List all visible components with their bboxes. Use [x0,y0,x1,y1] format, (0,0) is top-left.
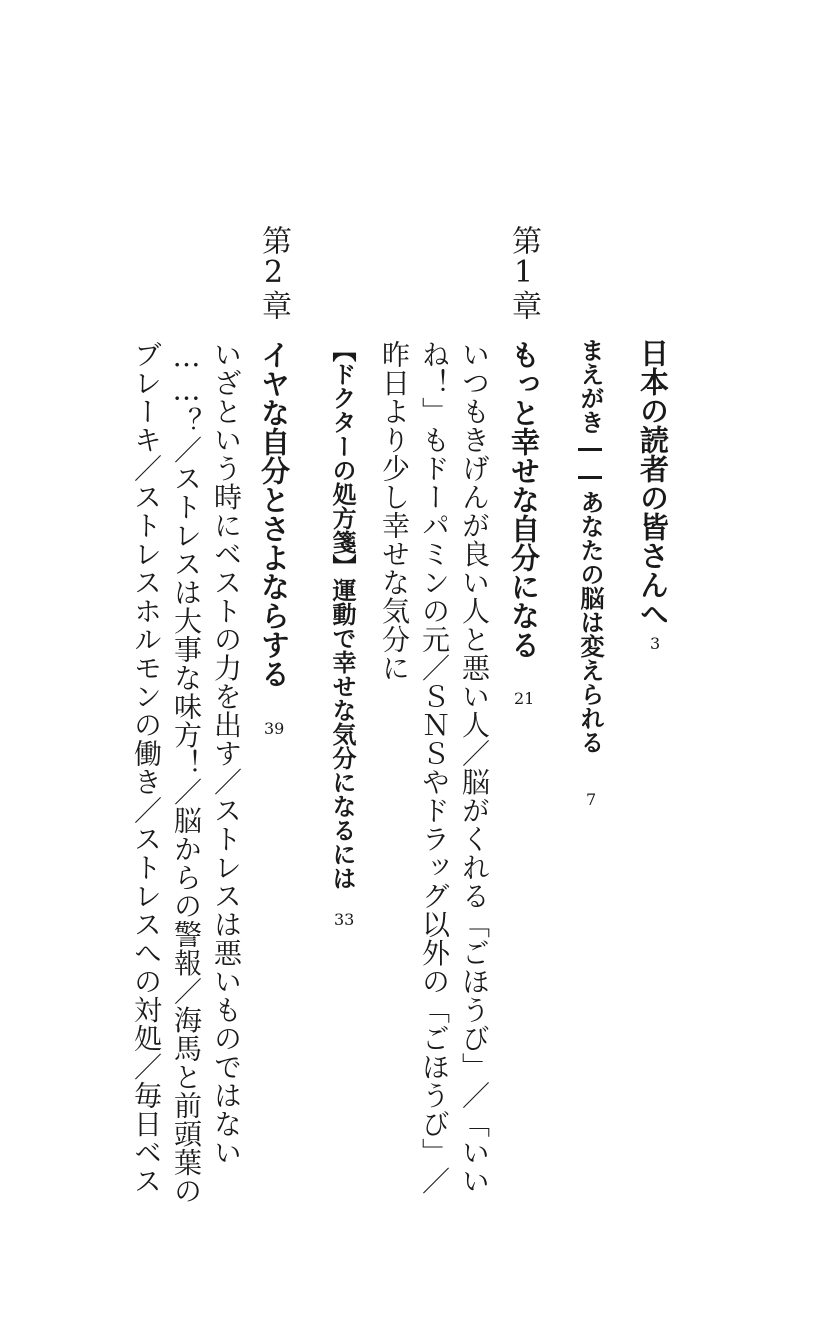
reader-note-page: 3 [650,634,661,653]
chapter1-title: もっと幸せな自分になる [507,340,541,659]
chapter2-label: 第2章 [256,225,291,320]
chapter2-page: 39 [264,719,285,738]
preface-page: 7 [586,790,597,809]
chapter1-prescription-title: 【ドクターの処方箋】運動で幸せな気分になるには [328,338,356,890]
chapter1-body-line: いつもきげんが良い人と悪い人／脳がくれる「ごほうび」／「いい [458,340,491,1195]
chapter2-body-line: ブレーキ／ストレスホルモンの働き／ストレスへの対処／毎日ベス [130,340,163,1195]
chapter1-page: 21 [514,689,535,708]
chapter2-body-line: いざという時にベストの力を出す／ストレスは悪いものではない [210,340,243,1167]
chapter1-prescription-page: 33 [334,910,355,929]
reader-note-title: 日本の読者の皆さんへ [636,338,670,628]
chapter1-body-line: 昨日より少し幸せな気分に [378,340,411,682]
chapter2-body-line: ……？／ストレスは大事な味方！／脳からの警報／海馬と前頭葉の [170,340,203,1205]
chapter1-body-line: ね！」もドーパミンの元／ＳＮＳやドラッグ以外の「ごほうび」／ [418,340,451,1195]
chapter2-title: イヤな自分とさよならする [257,340,291,688]
chapter1-label: 第1章 [506,225,541,320]
preface-title: まえがき――あなたの脳は変えられる [576,338,604,754]
